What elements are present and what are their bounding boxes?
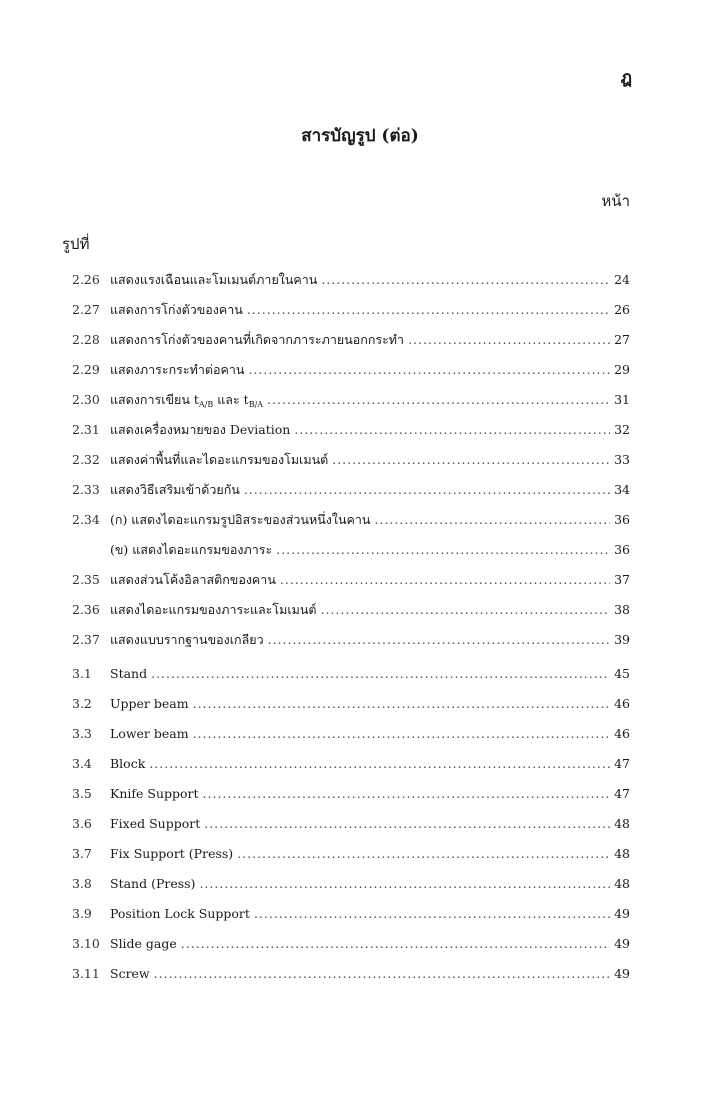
figure-number: 2.26 xyxy=(72,272,100,287)
figure-caption: Knife Support xyxy=(110,786,199,801)
figure-caption: Screw xyxy=(110,966,150,981)
figure-number: 2.27 xyxy=(72,302,100,317)
figure-number: 3.6 xyxy=(72,816,92,831)
list-item xyxy=(72,630,630,660)
list-item xyxy=(72,600,630,630)
list-item xyxy=(72,540,630,570)
figure-column-label: รูปที่ xyxy=(62,235,90,253)
list-item xyxy=(72,300,630,330)
figure-caption: แสดงวิธีเสริมเข้าด้วยกัน xyxy=(110,482,240,497)
page-ref: 27 xyxy=(614,332,630,347)
dot-leader xyxy=(193,696,611,711)
figure-caption: Slide gage xyxy=(110,936,177,951)
figure-number: 2.34 xyxy=(72,512,100,527)
figure-number: 3.10 xyxy=(72,936,100,951)
list-item xyxy=(72,696,630,726)
list-item xyxy=(72,360,630,390)
figure-number: 3.4 xyxy=(72,756,92,771)
page-ref: 49 xyxy=(614,936,630,951)
figure-number: 2.35 xyxy=(72,572,100,587)
dot-leader xyxy=(408,332,610,347)
figure-caption: Fix Support (Press) xyxy=(110,846,234,861)
caption-mid: และ xyxy=(217,392,244,407)
dot-leader xyxy=(247,302,610,317)
figure-list xyxy=(72,270,630,996)
list-item xyxy=(72,510,630,540)
list-item xyxy=(72,906,630,936)
figure-caption: (ข) แสดงไดอะแกรมของภาระ xyxy=(110,542,273,557)
figure-caption: แสดงแบบรากฐานของเกลียว xyxy=(110,632,264,647)
page-ref: 32 xyxy=(614,422,630,437)
page-ref: 31 xyxy=(614,392,630,407)
dot-leader xyxy=(151,666,610,681)
figure-caption: แสดงไดอะแกรมของภาระและโมเมนต์ xyxy=(110,602,317,617)
list-item xyxy=(72,786,630,816)
list-item xyxy=(72,816,630,846)
list-item xyxy=(72,876,630,906)
page-ref: 36 xyxy=(614,542,630,557)
symbol-t: t xyxy=(243,392,249,407)
figure-number: 3.7 xyxy=(72,846,92,861)
page-ref: 39 xyxy=(614,632,630,647)
page-number: ฎ xyxy=(620,68,632,88)
list-item xyxy=(72,756,630,786)
figure-caption xyxy=(110,390,267,410)
dot-leader xyxy=(237,846,610,861)
figure-caption: Upper beam xyxy=(110,696,189,711)
page-ref: 38 xyxy=(614,602,630,617)
page-ref: 33 xyxy=(614,452,630,467)
figure-caption: แสดงส่วนโค้งอิลาสติกของคาน xyxy=(110,572,276,587)
list-item xyxy=(72,846,630,876)
page-ref: 34 xyxy=(614,482,630,497)
figure-caption: Stand xyxy=(110,666,148,681)
dot-leader xyxy=(199,876,610,891)
dot-leader xyxy=(204,816,610,831)
symbol-t: t xyxy=(193,392,199,407)
figure-number: 3.11 xyxy=(72,966,100,981)
page-column-label: หน้า xyxy=(601,192,630,210)
page-ref: 46 xyxy=(614,696,630,711)
dot-leader xyxy=(276,542,610,557)
dot-leader xyxy=(294,422,610,437)
figure-list-chapter-2 xyxy=(72,270,630,660)
symbol-subscript: A/B xyxy=(198,400,214,409)
figure-number: 2.36 xyxy=(72,602,100,617)
page-ref: 46 xyxy=(614,726,630,741)
dot-leader xyxy=(244,482,610,497)
dot-leader xyxy=(254,906,610,921)
dot-leader xyxy=(248,362,610,377)
figure-number: 3.1 xyxy=(72,666,92,681)
dot-leader xyxy=(154,966,610,981)
figure-number: 3.3 xyxy=(72,726,92,741)
figure-caption: Position Lock Support xyxy=(110,906,250,921)
dot-leader xyxy=(193,726,611,741)
page-ref: 47 xyxy=(614,786,630,801)
page-ref: 49 xyxy=(614,906,630,921)
figure-caption: Lower beam xyxy=(110,726,189,741)
list-item xyxy=(72,726,630,756)
dot-leader xyxy=(332,452,610,467)
page-ref: 37 xyxy=(614,572,630,587)
dot-leader xyxy=(321,272,610,287)
page-ref: 29 xyxy=(614,362,630,377)
list-item xyxy=(72,270,630,300)
page-ref: 47 xyxy=(614,756,630,771)
figure-number: 3.5 xyxy=(72,786,92,801)
figure-number: 3.9 xyxy=(72,906,92,921)
list-item xyxy=(72,330,630,360)
figure-caption: แสดงการโก่งตัวของคาน xyxy=(110,302,243,317)
figure-caption: Block xyxy=(110,756,146,771)
list-item xyxy=(72,966,630,996)
figure-caption: Fixed Support xyxy=(110,816,201,831)
figure-list-chapter-3 xyxy=(72,666,630,996)
figure-number: 3.2 xyxy=(72,696,92,711)
list-item xyxy=(72,480,630,510)
figure-caption: แสดงเครื่องหมายของ Deviation xyxy=(110,422,291,437)
symbol-subscript: B/A xyxy=(248,400,264,409)
page-ref: 48 xyxy=(614,846,630,861)
page-ref: 45 xyxy=(614,666,630,681)
page-ref: 36 xyxy=(614,512,630,527)
figure-caption: แสดงค่าพื้นที่และไดอะแกรมของโมเมนต์ xyxy=(110,452,329,467)
figure-caption: (ก) แสดงไดอะแกรมรูปอิสระของส่วนหนึ่งในคาน xyxy=(110,512,371,527)
page-title: สารบัญรูป (ต่อ) xyxy=(301,126,419,146)
figure-number: 2.32 xyxy=(72,452,100,467)
figure-number: 2.33 xyxy=(72,482,100,497)
page-ref: 49 xyxy=(614,966,630,981)
figure-number: 2.30 xyxy=(72,392,100,407)
figure-number: 3.8 xyxy=(72,876,92,891)
figure-caption: แสดงการโก่งตัวของคานที่เกิดจากภาระภายนอกกระทำ xyxy=(110,332,405,347)
list-item xyxy=(72,570,630,600)
dot-leader xyxy=(268,632,610,647)
page-ref: 24 xyxy=(614,272,630,287)
figure-number: 2.29 xyxy=(72,362,100,377)
dot-leader xyxy=(321,602,611,617)
figure-caption: แสดงภาระกระทำต่อคาน xyxy=(110,362,245,377)
list-item xyxy=(72,936,630,966)
dot-leader xyxy=(280,572,610,587)
dot-leader xyxy=(374,512,610,527)
caption-prefix: แสดงการเขียน xyxy=(110,392,194,407)
dot-leader xyxy=(267,392,610,407)
dot-leader xyxy=(203,786,611,801)
page-ref: 26 xyxy=(614,302,630,317)
figure-number: 2.31 xyxy=(72,422,100,437)
list-item xyxy=(72,450,630,480)
page-ref: 48 xyxy=(614,876,630,891)
page-ref: 48 xyxy=(614,816,630,831)
list-item xyxy=(72,666,630,696)
figure-caption: Stand (Press) xyxy=(110,876,196,891)
figure-number: 2.37 xyxy=(72,632,100,647)
dot-leader xyxy=(149,756,610,771)
list-item xyxy=(72,390,630,420)
list-item xyxy=(72,420,630,450)
figure-number: 2.28 xyxy=(72,332,100,347)
dot-leader xyxy=(181,936,610,951)
figure-caption: แสดงแรงเฉือนและโมเมนต์ภายในคาน xyxy=(110,272,318,287)
